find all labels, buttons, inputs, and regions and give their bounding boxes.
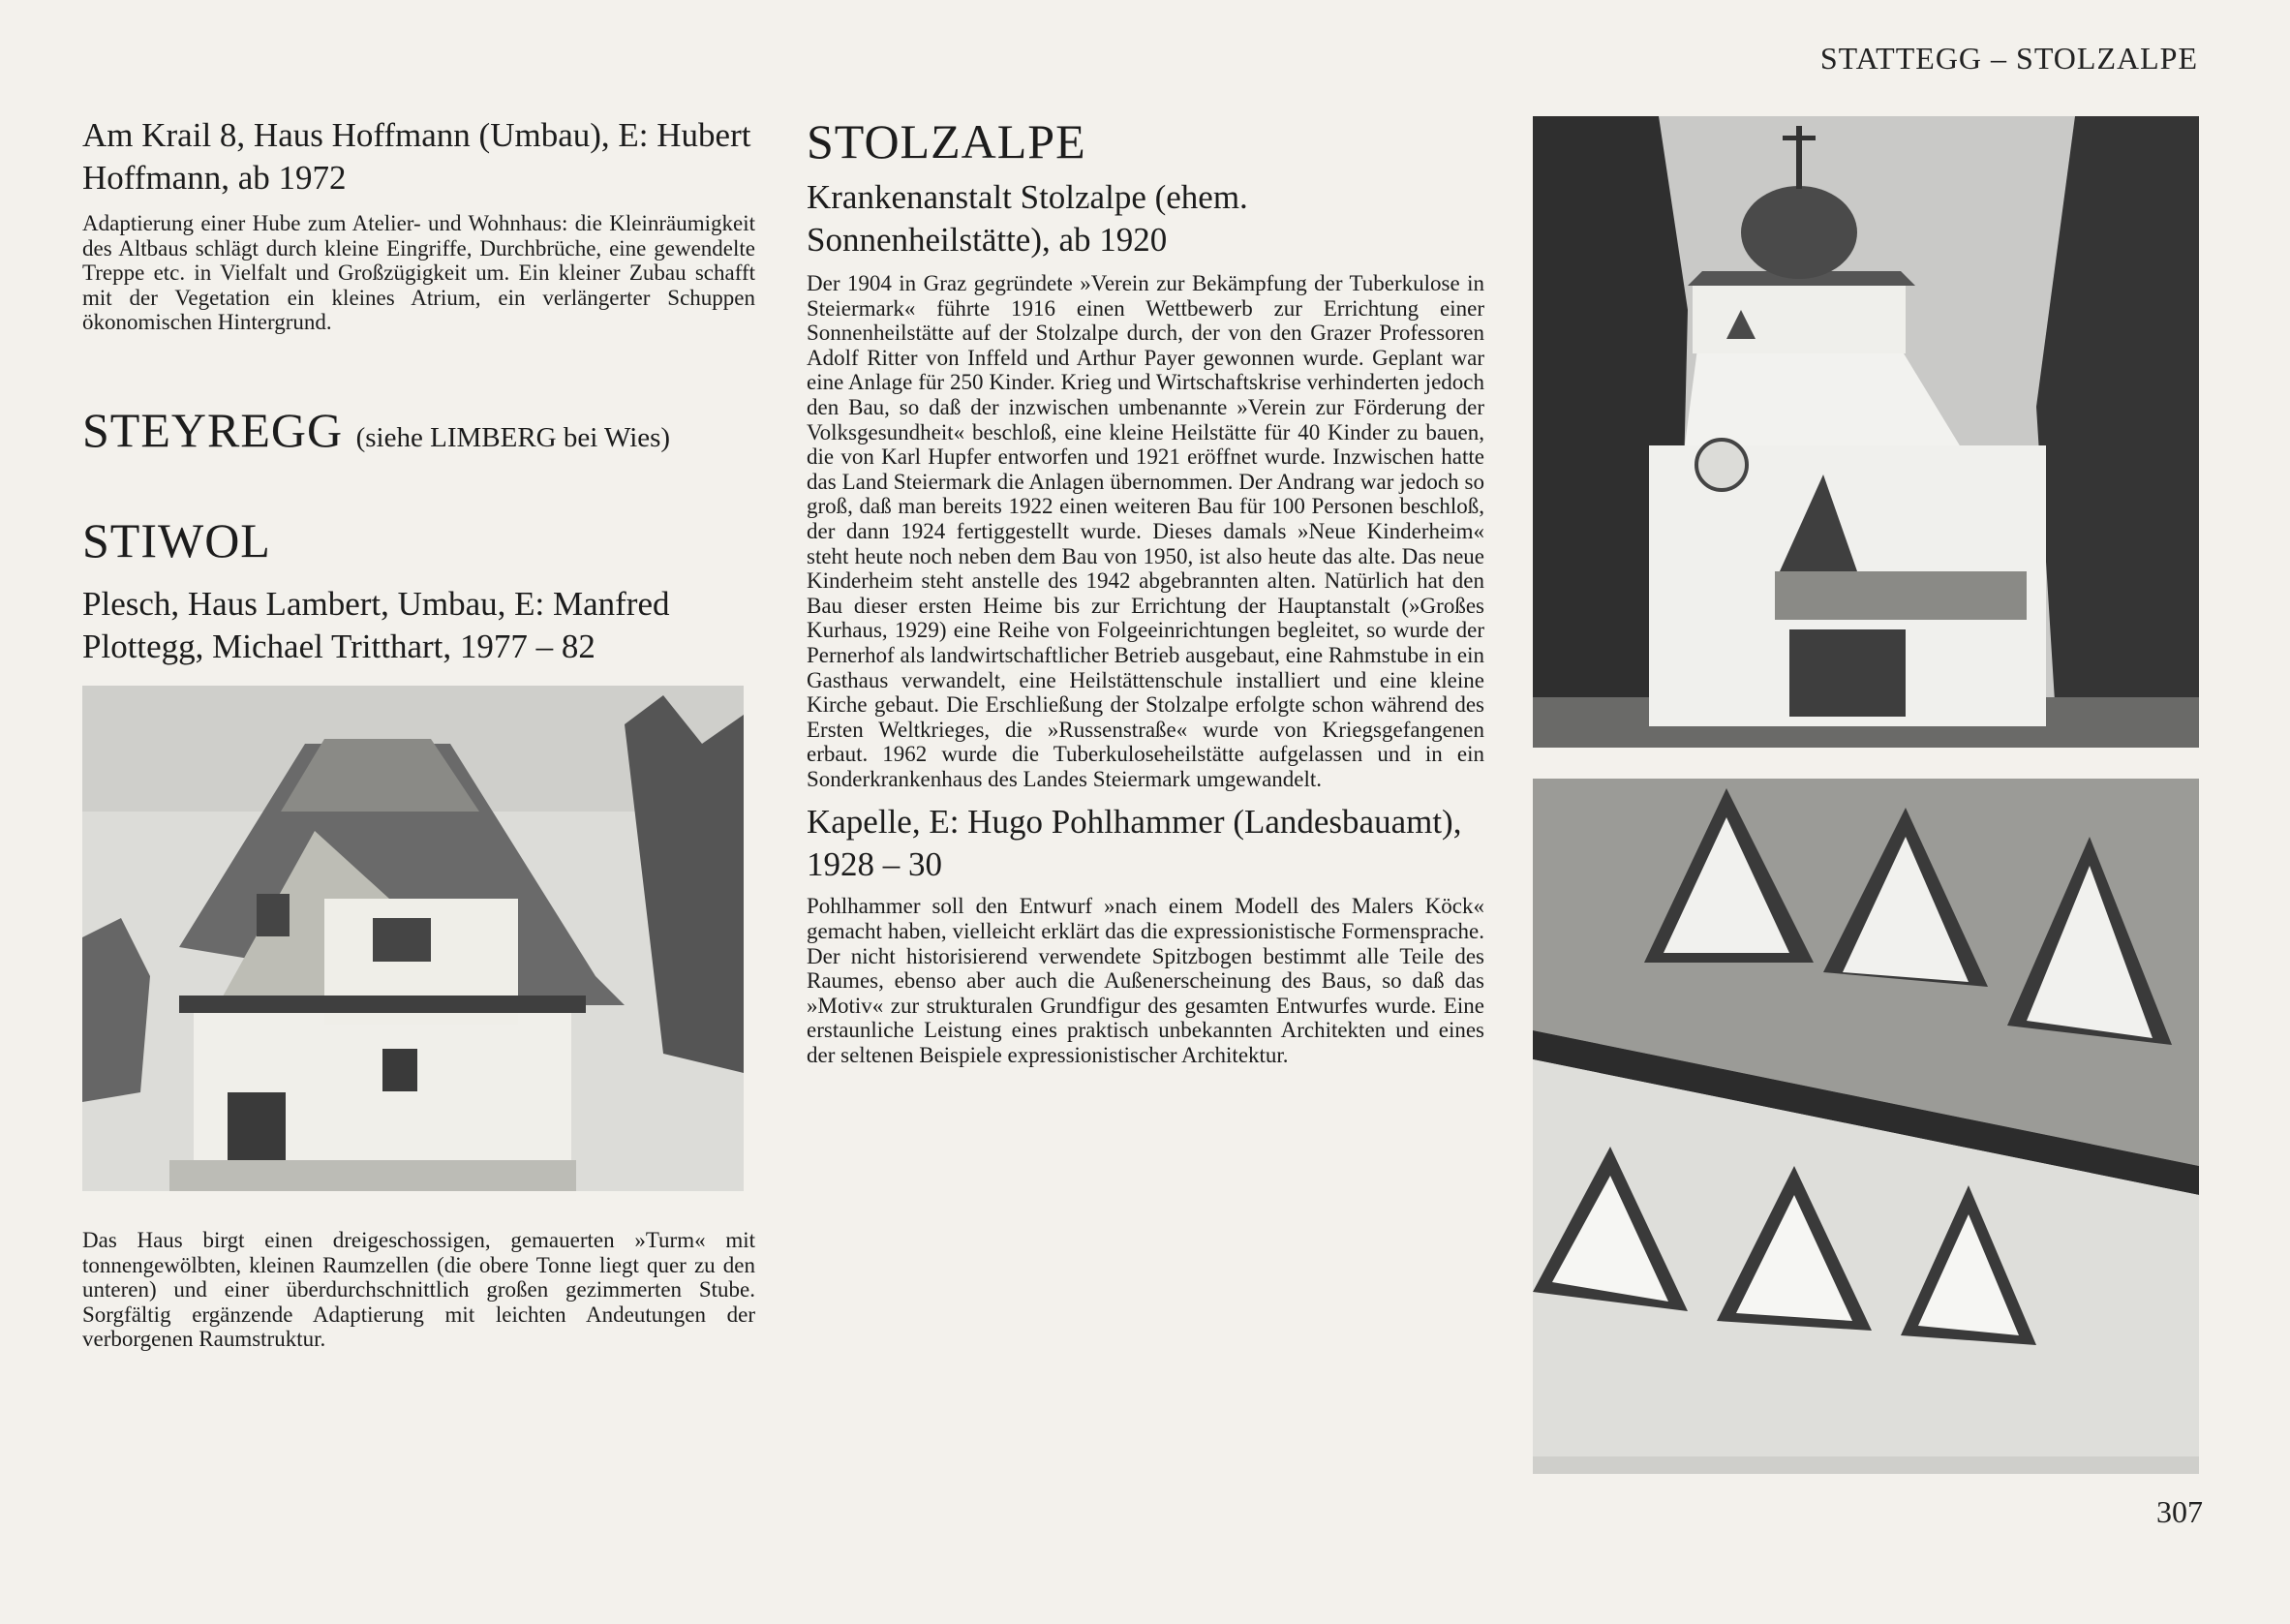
haus-hoffmann-text: Adaptierung einer Hube zum Atelier- und Wohnhaus: die Kleinräumigkeit des Altbaus schlägt durch kleine Eingriffe, Durchbrüche, eine gewendelte Treppe etc. in Vielfalt und Großzügigkeit um. Ein kleiner Zubau schafft mit der Vegetation ein kleines Atrium, ein verlängerter Schuppen ökonomischen Hintergrund. <box>82 211 755 335</box>
chapel-roof-photo <box>1533 779 2199 1474</box>
chapel-tower-photo <box>1533 116 2199 748</box>
page-number: 307 <box>2156 1494 2203 1529</box>
steyregg-heading <box>82 403 755 465</box>
krankenanstalt-title: Krankenanstalt Stolzalpe (ehem. Sonnenheilstätte), ab 1920 <box>807 178 1248 259</box>
stiwol-heading: STIWOL <box>82 512 271 567</box>
haus-lambert-photo <box>82 686 744 1191</box>
running-header: STATTEGG – STOLZALPE <box>1819 41 2198 76</box>
haus-hoffmann-title: Am Krail 8, Haus Hoffmann (Umbau), E: Hubert Hoffmann, ab 1972 <box>82 116 751 197</box>
kapelle-text: Pohlhammer soll den Entwurf »nach einem Modell des Malers Köck« gemacht haben, vielleicht erklärt das die expressionistische Formensprache. Der nicht historisierend verwendete Spitzbogen bestimmt alle Teile des Raumes, ebenso aber auch die Außenerscheinung des Baus, so daß das »Motiv« zur strukturalen Grundfigur des gesamten Entwurfes wurde. Eine erstaunliche Leistung eines praktisch unbekannten Architekten und eines der seltenen Beispiele expressionistischer Architektur. <box>807 894 1484 1068</box>
steyregg-name: STEYREGG <box>82 402 344 457</box>
steyregg-note: (siehe LIMBERG bei Wies) <box>355 421 671 453</box>
stolzalpe-heading: STOLZALPE <box>807 114 1086 169</box>
middle-column <box>807 114 1484 1068</box>
krankenanstalt-text: Der 1904 in Graz gegründete »Verein zur Bekämpfung der Tuberkulose in Steiermark« führte 1916 einen Wettbewerb zur Errichtung einer Sonnenheilstätte auf der Stolzalpe durch, der von den Grazer Professoren Adolf Ritter von Inffeld und Arthur Payer gewonnen wurde. Geplant war eine Anlage für 250 Kinder. Krieg und Wirtschaftskrise verhinderten jedoch den Bau, so daß der inzwischen umbenannte »Verein zur Förderung der Volksgesundheit« beschloß, eine kleine Heilstätte für 40 Kinder zu bauen, die von Karl Hupfer entworfen und 1921 eröffnet wurde. Inzwischen hatte das Land Steiermark die Anlagen übernommen. Der Andrang war jedoch so groß, daß man bereits 1922 einen weiteren Bau für 100 Personen beschloß, der dann 1924 fertiggestellt wurde. Dieses damals »Neue Kinderheim« steht heute noch neben dem Bau von 1950, ist also heute das alte. Das neue Kinderheim steht anstelle des 1942 abgebrannten alten. Natürlich hat den Bau dieser ersten Heime bis zur Errichtung der Hauptanstalt (»Großes Kurhaus, 1929) eine Reihe von Folgeeinrichtungen begleitet, so wurde der Pernerhof als landwirtschaftlicher Betrieb ausgebaut, eine Rahmstube in ein Gasthaus verwandelt, eine Heilstättenschule installiert und eine kleine Kirche gebaut. Die Erschließung der Stolzalpe erfolgte schon während des Ersten Weltkrieges, die »Russenstraße« wurde von Kriegsgefangenen erbaut. 1962 wurde die Tuberkuloseheilstätte aufgelassen und in ein Sonderkrankenhaus des Landes Steiermark umgewandelt. <box>807 271 1484 791</box>
right-column <box>1533 116 2199 1474</box>
left-column <box>82 114 755 1352</box>
haus-lambert-text: Das Haus birgt einen dreigeschossigen, gemauerten »Turm« mit tonnengewölbten, kleinen Raumzellen (die obere Tonne liegt quer zu den unteren) und einer überdurchschnittlich großen gezimmerten Stube. Sorgfältig ergänzende Adaptierung mit leichten Andeutungen der verborgenen Raumstruktur. <box>82 1227 755 1352</box>
kapelle-title: Kapelle, E: Hugo Pohlhammer (Landesbauamt), 1928 – 30 <box>807 803 1462 884</box>
haus-lambert-title: Plesch, Haus Lambert, Umbau, E: Manfred Plottegg, Michael Tritthart, 1977 – 82 <box>82 584 670 665</box>
